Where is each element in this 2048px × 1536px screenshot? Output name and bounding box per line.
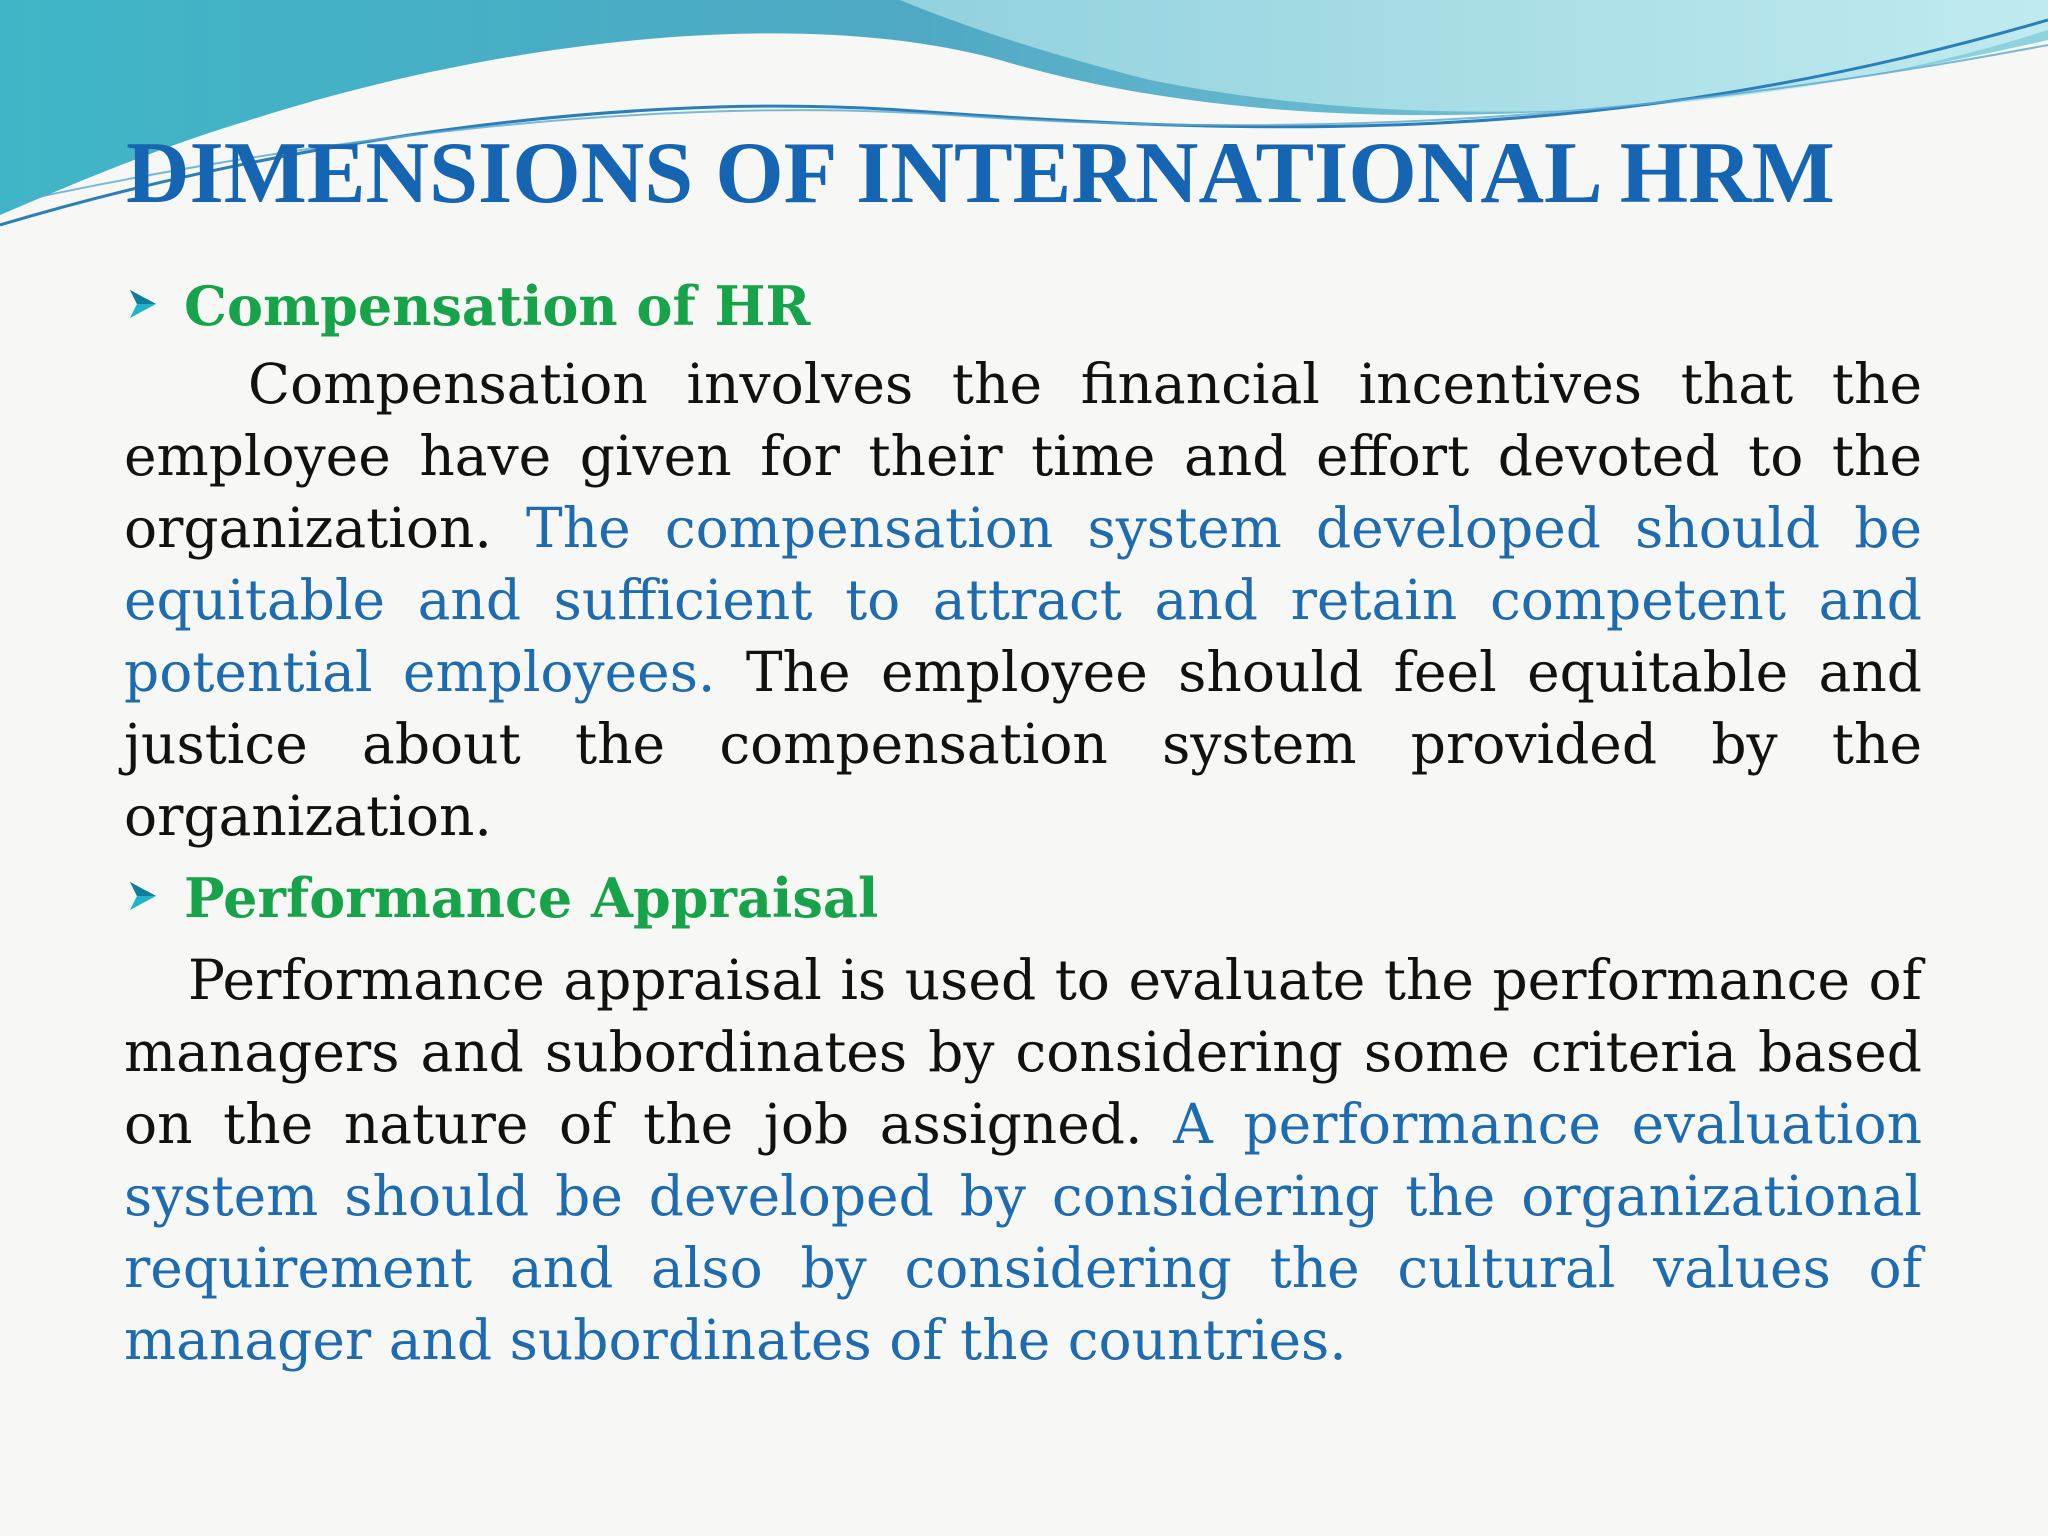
section-heading-label: Compensation of HR — [184, 274, 811, 338]
paragraph-text: Performance appraisal is used to evaluate the performance of managers and subordinates by considering some criteria based on the nature of the job assigned. — [124, 948, 1922, 1156]
slide-title: DIMENSIONS OF INTERNATIONAL HRM — [126, 125, 1835, 222]
section-heading-performance — [124, 862, 1922, 934]
section-paragraph-performance — [124, 944, 1922, 1376]
arrow-bullet-icon — [128, 880, 158, 912]
paragraph-highlight-text: The compensation system developed should be equitable and sufficient to attract and retain competent and potential employees. — [124, 496, 1922, 704]
section-heading-compensation — [124, 270, 1922, 342]
section-paragraph-compensation — [124, 348, 1922, 852]
section-heading-label: Performance Appraisal — [184, 866, 879, 930]
paragraph-highlight-text: A performance evaluation system should be developed by considering the organizational requirement and also by considering the cultural values of manager and subordinates of the countries. — [124, 1092, 1923, 1372]
arrow-bullet-icon — [128, 288, 158, 320]
slide-content — [124, 270, 1922, 1376]
paragraph-text: Compensation involves the financial incentives that the employee have given for their time and effort devoted to the organization. — [124, 352, 1922, 560]
paragraph-text: The employee should feel equitable and justice about the compensation system provided by the organization. — [124, 640, 1922, 848]
